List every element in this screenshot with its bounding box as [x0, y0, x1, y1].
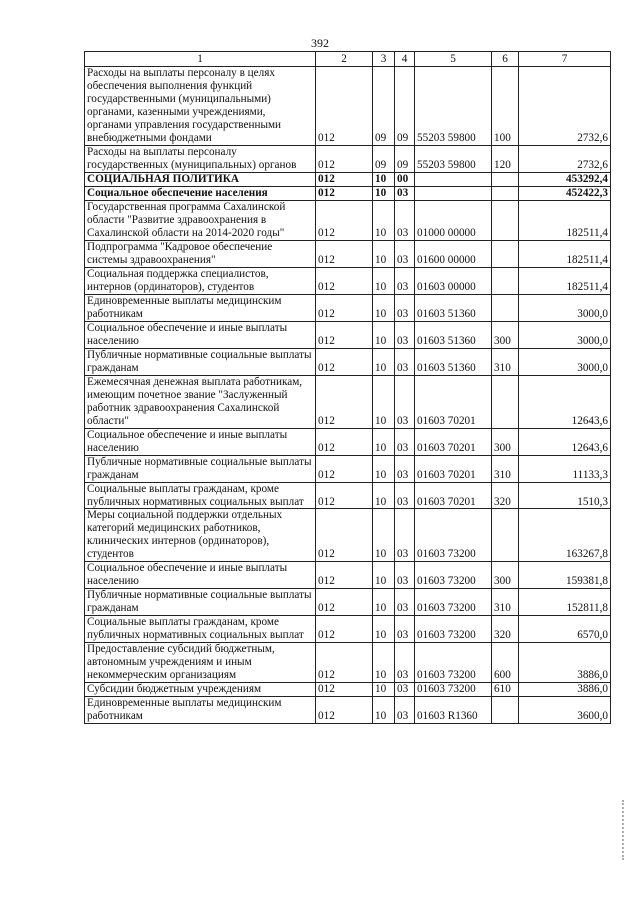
row-expense-type-code — [492, 186, 519, 200]
row-target-code: 01603 73200 — [415, 643, 492, 683]
table-row — [85, 67, 611, 146]
row-sum: 3886,0 — [519, 683, 611, 697]
row-sum: 152811,8 — [519, 589, 611, 616]
table-header-row — [85, 52, 611, 67]
row-subsection-code: 03 — [395, 240, 415, 267]
row-name: Социальное обеспечение и иные выплаты населению — [85, 562, 316, 589]
row-ved-code: 012 — [316, 589, 373, 616]
row-target-code: 01603 70201 — [415, 375, 492, 428]
row-name: Социальное обеспечение населения — [85, 186, 316, 200]
table-row — [85, 482, 611, 509]
row-subsection-code: 03 — [395, 683, 415, 697]
row-section-code: 10 — [373, 321, 395, 348]
row-section-code: 10 — [373, 455, 395, 482]
row-subsection-code: 03 — [395, 348, 415, 375]
table-row — [85, 186, 611, 200]
row-sum: 159381,8 — [519, 562, 611, 589]
row-section-code: 10 — [373, 348, 395, 375]
row-subsection-code: 03 — [395, 697, 415, 724]
table-row — [85, 697, 611, 724]
row-name: Социальное обеспечение и иные выплаты населению — [85, 321, 316, 348]
row-expense-type-code: 310 — [492, 455, 519, 482]
row-subsection-code: 09 — [395, 145, 415, 172]
row-subsection-code: 03 — [395, 616, 415, 643]
row-subsection-code: 03 — [395, 321, 415, 348]
row-subsection-code: 03 — [395, 267, 415, 294]
row-ved-code: 012 — [316, 186, 373, 200]
row-name: Предоставление субсидий бюджетным, автономным учреждениям и иным некоммерческим организациям — [85, 643, 316, 683]
column-header: 4 — [395, 52, 415, 67]
row-name: Публичные нормативные социальные выплаты гражданам — [85, 589, 316, 616]
row-section-code: 09 — [373, 145, 395, 172]
column-header: 6 — [492, 52, 519, 67]
row-section-code: 10 — [373, 589, 395, 616]
row-target-code: 55203 59800 — [415, 67, 492, 146]
row-section-code: 10 — [373, 375, 395, 428]
row-section-code: 10 — [373, 643, 395, 683]
row-target-code: 01603 73200 — [415, 509, 492, 562]
row-target-code: 01603 51360 — [415, 348, 492, 375]
row-sum: 2732,6 — [519, 67, 611, 146]
table-row — [85, 616, 611, 643]
row-section-code: 10 — [373, 267, 395, 294]
row-expense-type-code: 300 — [492, 562, 519, 589]
row-name: Расходы на выплаты персоналу государственных (муниципальных) органов — [85, 145, 316, 172]
row-expense-type-code — [492, 172, 519, 186]
row-section-code: 10 — [373, 240, 395, 267]
row-ved-code: 012 — [316, 172, 373, 186]
row-ved-code: 012 — [316, 643, 373, 683]
row-subsection-code: 00 — [395, 172, 415, 186]
row-name: Единовременные выплаты медицинским работникам — [85, 294, 316, 321]
table-row — [85, 321, 611, 348]
row-section-code: 10 — [373, 683, 395, 697]
row-target-code: 01603 73200 — [415, 683, 492, 697]
row-target-code: 01603 73200 — [415, 562, 492, 589]
table-row — [85, 455, 611, 482]
row-name: Государственная программа Сахалинской области "Развитие здравоохранения в Сахалинской области на 2014-2020 годы" — [85, 200, 316, 240]
table-row — [85, 348, 611, 375]
row-target-code: 01603 R1360 — [415, 697, 492, 724]
row-expense-type-code — [492, 267, 519, 294]
row-ved-code: 012 — [316, 428, 373, 455]
row-sum: 3000,0 — [519, 321, 611, 348]
row-section-code: 10 — [373, 616, 395, 643]
row-sum: 12643,6 — [519, 428, 611, 455]
row-section-code: 10 — [373, 428, 395, 455]
row-expense-type-code — [492, 375, 519, 428]
row-ved-code: 012 — [316, 455, 373, 482]
row-ved-code: 012 — [316, 616, 373, 643]
row-section-code: 10 — [373, 186, 395, 200]
row-ved-code: 012 — [316, 67, 373, 146]
row-ved-code: 012 — [316, 321, 373, 348]
scan-artifact — [622, 800, 634, 860]
row-section-code: 10 — [373, 482, 395, 509]
row-ved-code: 012 — [316, 200, 373, 240]
row-sum: 12643,6 — [519, 375, 611, 428]
table-row — [85, 643, 611, 683]
row-target-code: 01603 73200 — [415, 616, 492, 643]
row-subsection-code: 03 — [395, 294, 415, 321]
row-name: Подпрограмма "Кадровое обеспечение системы здравоохранения" — [85, 240, 316, 267]
table-row — [85, 375, 611, 428]
row-name: Субсидии бюджетным учреждениям — [85, 683, 316, 697]
row-target-code: 55203 59800 — [415, 145, 492, 172]
row-name: Социальное обеспечение и иные выплаты населению — [85, 428, 316, 455]
column-header: 2 — [316, 52, 373, 67]
row-section-code: 10 — [373, 697, 395, 724]
row-expense-type-code: 120 — [492, 145, 519, 172]
row-subsection-code: 03 — [395, 509, 415, 562]
row-target-code: 01000 00000 — [415, 200, 492, 240]
row-name: Публичные нормативные социальные выплаты гражданам — [85, 348, 316, 375]
row-target-code: 01600 00000 — [415, 240, 492, 267]
row-ved-code: 012 — [316, 294, 373, 321]
row-expense-type-code — [492, 200, 519, 240]
row-ved-code: 012 — [316, 375, 373, 428]
row-ved-code: 012 — [316, 348, 373, 375]
row-sum: 182511,4 — [519, 240, 611, 267]
row-target-code: 01603 73200 — [415, 589, 492, 616]
row-target-code: 01603 51360 — [415, 321, 492, 348]
table-body — [85, 67, 611, 724]
row-ved-code: 012 — [316, 145, 373, 172]
column-header: 7 — [519, 52, 611, 67]
row-subsection-code: 03 — [395, 643, 415, 683]
row-name: Публичные нормативные социальные выплаты гражданам — [85, 455, 316, 482]
row-subsection-code: 03 — [395, 375, 415, 428]
row-expense-type-code: 320 — [492, 482, 519, 509]
row-expense-type-code: 600 — [492, 643, 519, 683]
table-row — [85, 509, 611, 562]
table-row — [85, 589, 611, 616]
row-subsection-code: 03 — [395, 186, 415, 200]
column-header: 3 — [373, 52, 395, 67]
table-row — [85, 562, 611, 589]
row-sum: 2732,6 — [519, 145, 611, 172]
row-name: Единовременные выплаты медицинским работникам — [85, 697, 316, 724]
row-sum: 6570,0 — [519, 616, 611, 643]
row-ved-code: 012 — [316, 683, 373, 697]
row-sum: 1510,3 — [519, 482, 611, 509]
column-header: 5 — [415, 52, 492, 67]
row-sum: 182511,4 — [519, 200, 611, 240]
row-expense-type-code: 300 — [492, 428, 519, 455]
row-subsection-code: 03 — [395, 455, 415, 482]
row-expense-type-code: 610 — [492, 683, 519, 697]
row-name: Расходы на выплаты персоналу в целях обеспечения выполнения функций государственными (муниципальными) органами, казенными учреждениями, органами управления государственными внебюджетными фондами — [85, 67, 316, 146]
row-section-code: 10 — [373, 172, 395, 186]
row-expense-type-code — [492, 294, 519, 321]
table-row — [85, 240, 611, 267]
column-header: 1 — [85, 52, 316, 67]
row-name: Социальные выплаты гражданам, кроме публичных нормативных социальных выплат — [85, 616, 316, 643]
row-expense-type-code — [492, 509, 519, 562]
page-number: 392 — [311, 36, 329, 50]
row-expense-type-code: 310 — [492, 348, 519, 375]
row-ved-code: 012 — [316, 240, 373, 267]
row-expense-type-code — [492, 240, 519, 267]
row-target-code — [415, 186, 492, 200]
row-ved-code: 012 — [316, 697, 373, 724]
budget-table — [84, 51, 611, 724]
row-name: Социальные выплаты гражданам, кроме публичных нормативных социальных выплат — [85, 482, 316, 509]
row-subsection-code: 03 — [395, 562, 415, 589]
table-row — [85, 200, 611, 240]
row-target-code — [415, 172, 492, 186]
row-section-code: 10 — [373, 200, 395, 240]
row-subsection-code: 03 — [395, 589, 415, 616]
row-subsection-code: 03 — [395, 428, 415, 455]
row-subsection-code: 09 — [395, 67, 415, 146]
row-name: Социальная поддержка специалистов, интернов (ординаторов), студентов — [85, 267, 316, 294]
row-section-code: 10 — [373, 562, 395, 589]
row-sum: 3000,0 — [519, 294, 611, 321]
table-row — [85, 428, 611, 455]
row-expense-type-code: 300 — [492, 321, 519, 348]
row-target-code: 01603 00000 — [415, 267, 492, 294]
row-expense-type-code: 100 — [492, 67, 519, 146]
row-expense-type-code — [492, 697, 519, 724]
row-sum: 452422,3 — [519, 186, 611, 200]
row-sum: 3000,0 — [519, 348, 611, 375]
table-row — [85, 683, 611, 697]
row-target-code: 01603 70201 — [415, 482, 492, 509]
row-sum: 182511,4 — [519, 267, 611, 294]
table-row — [85, 145, 611, 172]
row-target-code: 01603 70201 — [415, 455, 492, 482]
row-section-code: 09 — [373, 67, 395, 146]
row-ved-code: 012 — [316, 267, 373, 294]
row-expense-type-code: 320 — [492, 616, 519, 643]
row-subsection-code: 03 — [395, 482, 415, 509]
row-name: СОЦИАЛЬНАЯ ПОЛИТИКА — [85, 172, 316, 186]
table-row — [85, 267, 611, 294]
row-ved-code: 012 — [316, 482, 373, 509]
row-section-code: 10 — [373, 509, 395, 562]
row-sum: 453292,4 — [519, 172, 611, 186]
row-section-code: 10 — [373, 294, 395, 321]
row-sum: 3600,0 — [519, 697, 611, 724]
row-ved-code: 012 — [316, 509, 373, 562]
row-sum: 11133,3 — [519, 455, 611, 482]
row-subsection-code: 03 — [395, 200, 415, 240]
row-name: Меры социальной поддержки отдельных категорий медицинских работников, клинических интернов (ординаторов), студентов — [85, 509, 316, 562]
row-target-code: 01603 70201 — [415, 428, 492, 455]
table-row — [85, 172, 611, 186]
row-ved-code: 012 — [316, 562, 373, 589]
row-sum: 163267,8 — [519, 509, 611, 562]
row-name: Ежемесячная денежная выплата работникам, имеющим почетное звание "Заслуженный работник здравоохранения Сахалинской области" — [85, 375, 316, 428]
table-row — [85, 294, 611, 321]
row-expense-type-code: 310 — [492, 589, 519, 616]
row-sum: 3886,0 — [519, 643, 611, 683]
row-target-code: 01603 51360 — [415, 294, 492, 321]
